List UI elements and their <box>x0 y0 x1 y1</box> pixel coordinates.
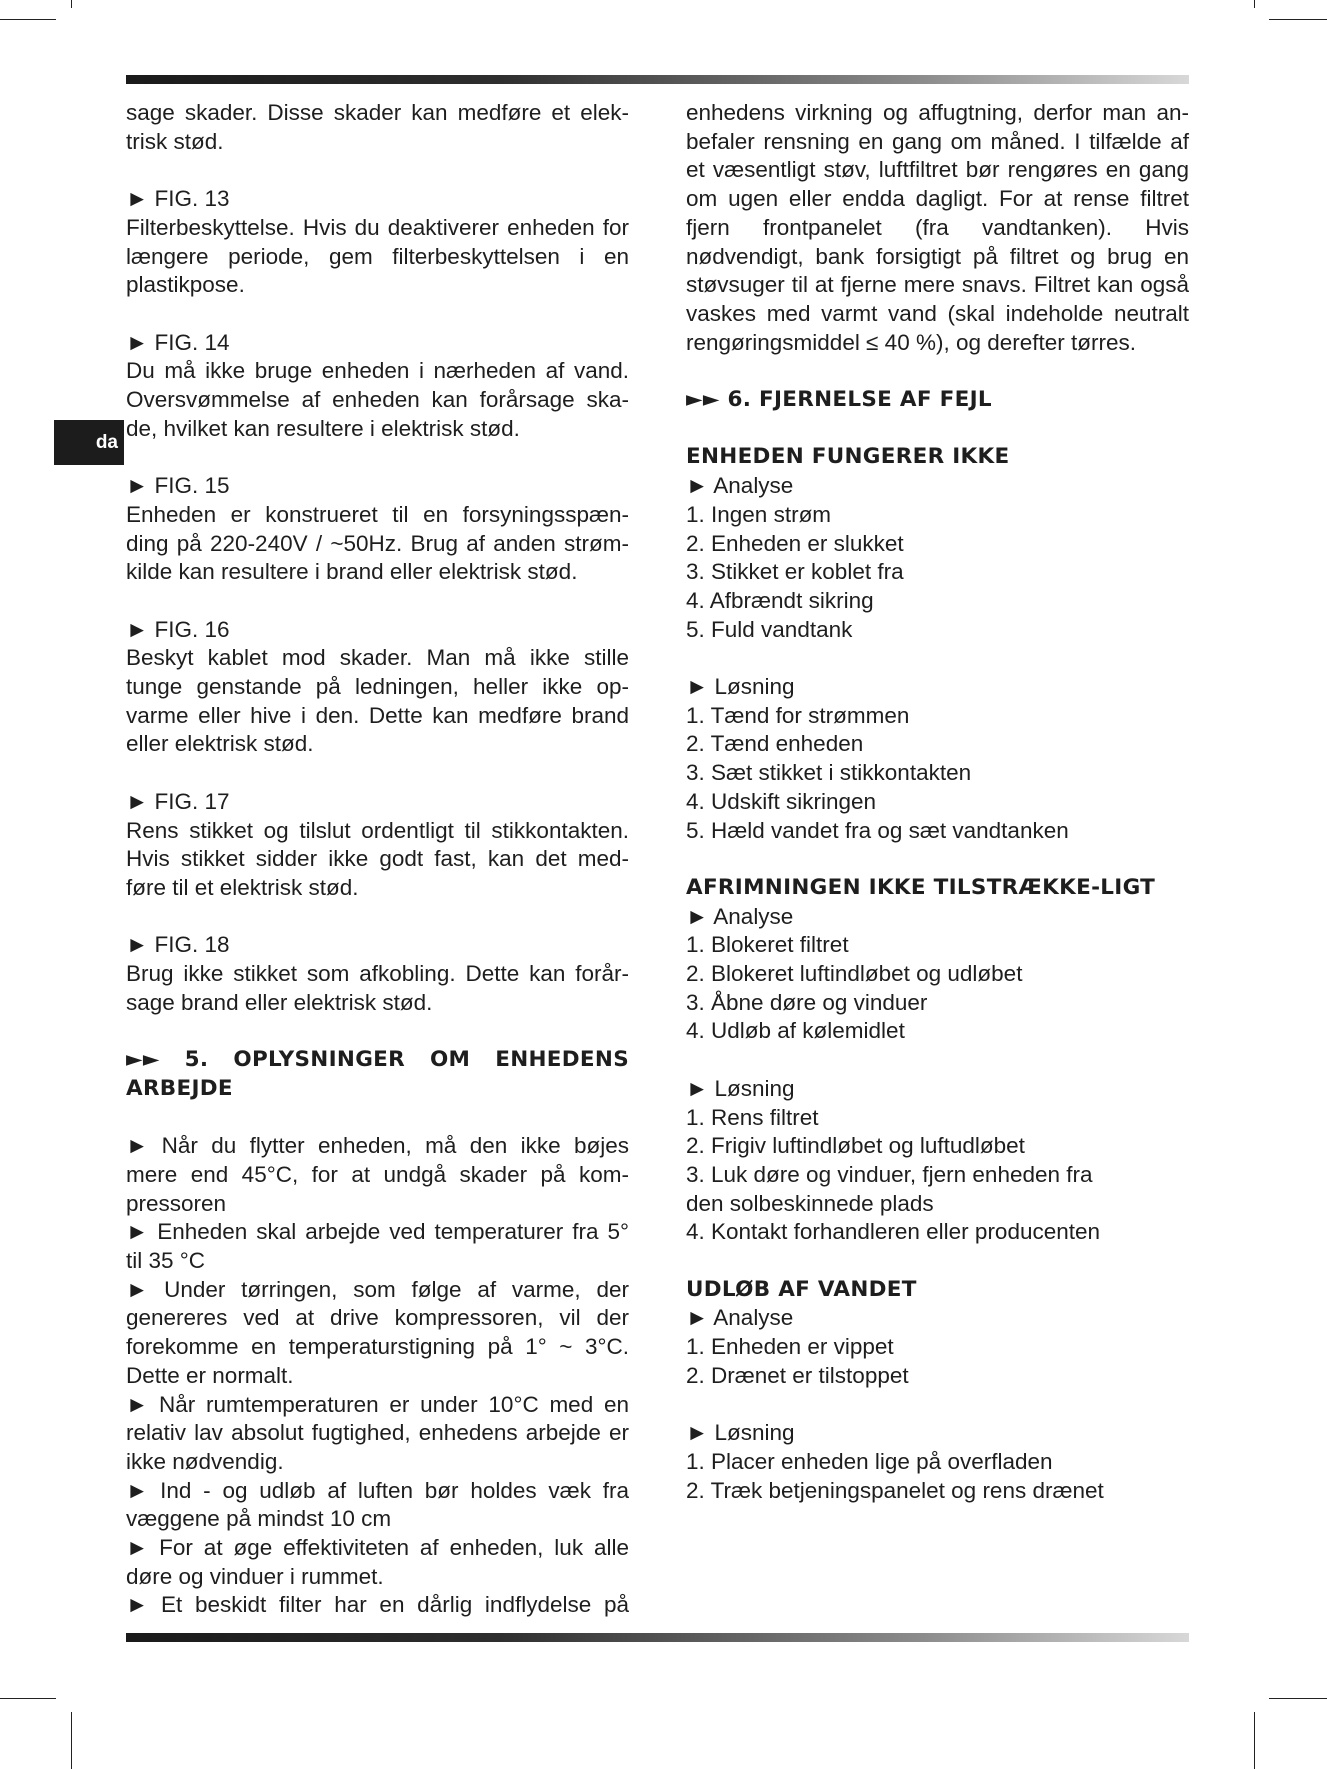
crop-mark <box>1254 1712 1255 1769</box>
list-item: 2. Enheden er slukket <box>686 530 904 556</box>
solution-label: ► Løsning <box>686 1075 795 1101</box>
fig-text: Brug ikke stikket som afkobling. Dette kan forår-sage brand eller elektrisk stød. <box>126 961 629 1015</box>
list-item: 4. Afbrændt sikring <box>686 587 874 613</box>
list-item: 5. Hæld vandet fra og sæt vandtanken <box>686 817 1069 843</box>
crop-mark <box>1269 1698 1327 1699</box>
info-item: ► Enheden skal arbejde ved temperaturer fra 5° til 35 °C <box>126 1219 629 1273</box>
fig-label: ► FIG. 17 <box>126 788 230 814</box>
fig-text: Du må ikke bruge enheden i nærheden af vand. Oversvømmelse af enheden kan forårsage ska-de, hvilket kan resultere i elektrisk stød. <box>126 358 629 441</box>
list-item: 3. Åbne døre og vinduer <box>686 989 928 1015</box>
analysis-label: ► Analyse <box>686 903 794 929</box>
fig-text: Beskyt kablet mod skader. Man må ikke stille tunge genstande på ledningen, heller ikke op-varme eller hive i den. Dette kan medføre brand eller elektrisk stød. <box>126 645 629 757</box>
list-item: 1. Rens filtret <box>686 1104 819 1130</box>
fig-text: Enheden er konstrueret til en forsyningsspæn-ding på 220-240V / ~50Hz. Brug af anden strøm-kilde kan resultere i brand eller elektrisk stød. <box>126 501 629 585</box>
analysis-label: ► Analyse <box>686 1305 794 1331</box>
list-item: 3. Sæt stikket i stikkontakten <box>686 760 972 786</box>
info-item: ► Når rumtemperaturen er under 10°C med en relativ lav absolut fugtighed, enhedens arbejde er ikke nødvendig. <box>126 1391 629 1474</box>
list-item: 4. Kontakt forhandleren eller producenten <box>686 1219 1101 1245</box>
info-item: ► For at øge effektiviteten af enheden, luk alle døre og vinduer i rummet. <box>126 1535 629 1589</box>
list-item: 2. Træk betjeningspanelet og rens drænet <box>686 1477 1104 1503</box>
list-item: 2. Tænd enheden <box>686 731 864 757</box>
intro-text: sage skader. Disse skader kan medføre et elek-trisk stød. <box>126 100 629 154</box>
crop-mark <box>0 19 56 20</box>
crop-mark <box>1269 19 1327 20</box>
problem-title: ENHEDEN FUNGERER IKKE <box>686 444 1010 470</box>
list-item: 1. Placer enheden lige på overfladen <box>686 1448 1053 1474</box>
fig-label: ► FIG. 16 <box>126 616 230 642</box>
crop-mark <box>1254 0 1255 8</box>
language-tab: da <box>54 420 124 465</box>
info-item: ► Et beskidt filter har en dårlig indflydelse på <box>126 1592 629 1618</box>
analysis-label: ► Analyse <box>686 473 794 499</box>
info-item: ► Når du flytter enheden, må den ikke bøjes mere end 45°C, for at undgå skader på kom-pressoren <box>126 1133 629 1216</box>
list-item: 1. Ingen strøm <box>686 501 832 527</box>
crop-mark <box>71 0 72 8</box>
list-item: 5. Fuld vandtank <box>686 616 853 642</box>
fig-label: ► FIG. 14 <box>126 329 230 355</box>
list-item: 4. Udløb af kølemidlet <box>686 1018 905 1044</box>
problem-title: AFRIMNINGEN IKKE TILSTRÆKKE-LIGT <box>686 874 1156 900</box>
top-gradient-bar <box>126 75 1189 84</box>
fig-text: Filterbeskyttelse. Hvis du deaktiverer enheden for længere periode, gem filterbeskyttelsen i en plastikpose. <box>126 214 629 298</box>
problem-title: UDLØB AF VANDET <box>686 1276 917 1302</box>
list-item: 2. Blokeret luftindløbet og udløbet <box>686 961 1023 987</box>
list-item: 1. Blokeret filtret <box>686 932 849 958</box>
list-item: 1. Tænd for strømmen <box>686 702 910 728</box>
list-item: 3. Luk døre og vinduer, fjern enheden fra den solbeskinnede plads <box>686 1161 1093 1216</box>
section-5-heading: ►► 5. OPLYSNINGER OM ENHEDENS ARBEJDE <box>126 1047 629 1101</box>
continuation-text: enhedens virkning og affugtning, derfor man an-befaler rensning en gang om måned. I tilfælde af et væsentligt støv, luftfiltret bør rengøres en gang om ugen eller endda dagligt. For at rense filtret fjern frontpanelet (fra vandtanken). Hvis nødvendigt, bank forsigtigt på filtret og brug en støvsuger til at fjerne mere snavs. Filtret kan også vaskes med varmt vand (skal indeholde neutralt rengøringsmiddel ≤ 40 %), og derefter tørres. <box>686 100 1189 355</box>
left-column <box>126 99 629 1620</box>
list-item: 4. Udskift sikringen <box>686 788 877 814</box>
section-6-heading: ►► 6. FJERNELSE AF FEJL <box>686 387 992 413</box>
fig-label: ► FIG. 15 <box>126 473 230 499</box>
fig-label: ► FIG. 18 <box>126 932 230 958</box>
crop-mark <box>0 1698 56 1699</box>
fig-text: Rens stikket og tilslut ordentligt til stikkontakten. Hvis stikket sidder ikke godt fast, kan det med-føre til et elektrisk stød. <box>126 817 629 900</box>
solution-label: ► Løsning <box>686 674 795 700</box>
list-item: 3. Stikket er koblet fra <box>686 559 904 585</box>
info-item: ► Ind - og udløb af luften bør holdes væk fra væggene på mindst 10 cm <box>126 1477 629 1532</box>
info-item: ► Under tørringen, som følge af varme, der genereres ved at drive kompressoren, vil der forekomme en temperaturstigning på 1° ~ 3°C. Dette er normalt. <box>126 1276 629 1388</box>
right-column <box>686 99 1189 1505</box>
list-item: 2. Frigiv luftindløbet og luftudløbet <box>686 1133 1025 1159</box>
bottom-gradient-bar <box>126 1633 1189 1642</box>
fig-label: ► FIG. 13 <box>126 186 230 212</box>
solution-label: ► Løsning <box>686 1420 795 1446</box>
list-item: 2. Drænet er tilstoppet <box>686 1362 909 1388</box>
list-item: 1. Enheden er vippet <box>686 1334 894 1360</box>
crop-mark <box>71 1712 72 1769</box>
